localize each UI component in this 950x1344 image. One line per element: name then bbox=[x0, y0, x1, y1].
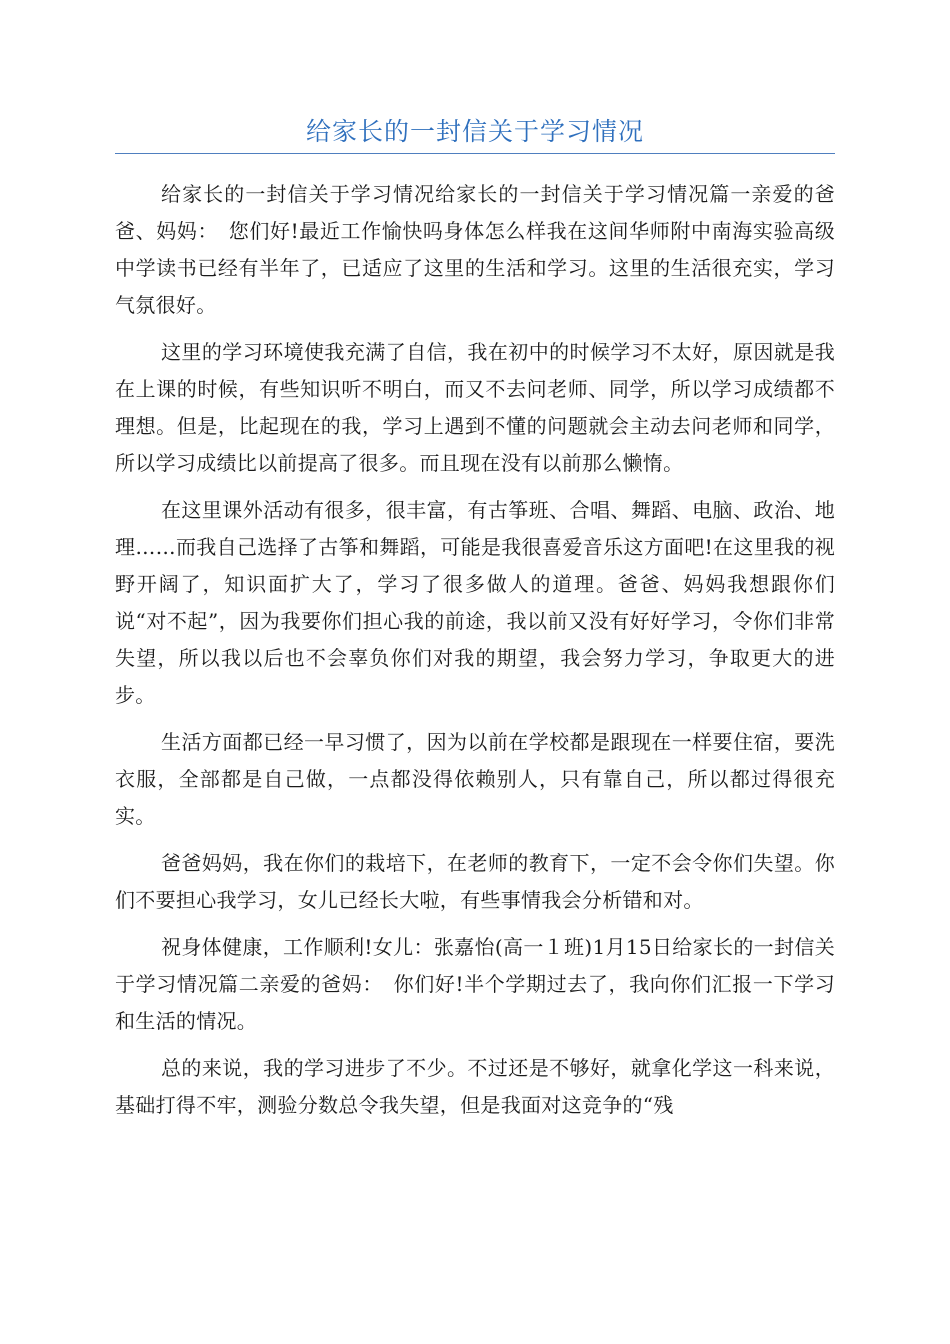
paragraph-2: 这里的学习环境使我充满了自信，我在初中的时候学习不太好，原因就是我在上课的时候，有些知识听不明白，而又不去问老师、同学，所以学习成绩都不理想。但是，比起现在的我，学习上遇到不懂的问题就会主动去问老师和同学，所以学习成绩比以前提高了很多。而且现在没有以前那么懒惰。 bbox=[115, 340, 835, 475]
document-title: 给家长的一封信关于学习情况 bbox=[305, 117, 644, 146]
paragraph-4: 生活方面都已经一早习惯了，因为以前在学校都是跟现在一样要住宿，要洗衣服，全部都是自己做，一点都没得依赖别人，只有靠自己，所以都过得很充实。 bbox=[115, 730, 835, 828]
document-body bbox=[115, 176, 835, 1134]
title-underline bbox=[115, 153, 835, 154]
paragraph-6: 祝身体健康，工作顺利!女儿：张嘉怡(高一１班)1月15日给家长的一封信关于学习情况篇二亲爱的爸妈： 你们好!半个学期过去了，我向你们汇报一下学习和生活的情况。 bbox=[115, 935, 835, 1033]
paragraph-7: 总的来说，我的学习进步了不少。不过还是不够好，就拿化学这一科来说，基础打得不牢，测验分数总令我失望，但是我面对这竞争的“残 bbox=[115, 1056, 835, 1117]
paragraph-5: 爸爸妈妈，我在你们的栽培下，在老师的教育下，一定不会令你们失望。你们不要担心我学习，女儿已经长大啦，有些事情我会分析错和对。 bbox=[115, 851, 835, 912]
paragraph-3: 在这里课外活动有很多，很丰富，有古筝班、合唱、舞蹈、电脑、政治、地理……而我自己选择了古筝和舞蹈，可能是我很喜爱音乐这方面吧!在这里我的视野开阔了，知识面扩大了，学习了很多做人的道理。爸爸、妈妈我想跟你们说“对不起”，因为我要你们担心我的前途，我以前又没有好好学习，令你们非常失望，所以我以后也不会辜负你们对我的期望，我会努力学习，争取更大的进步。 bbox=[115, 498, 835, 707]
paragraph-1: 给家长的一封信关于学习情况给家长的一封信关于学习情况篇一亲爱的爸爸、妈妈： 您们好!最近工作愉快吗身体怎么样我在这间华师附中南海实验高级中学读书已经有半年了，已适应了这里的生活和学习。这里的生活很充实，学习气氛很好。 bbox=[115, 182, 835, 317]
